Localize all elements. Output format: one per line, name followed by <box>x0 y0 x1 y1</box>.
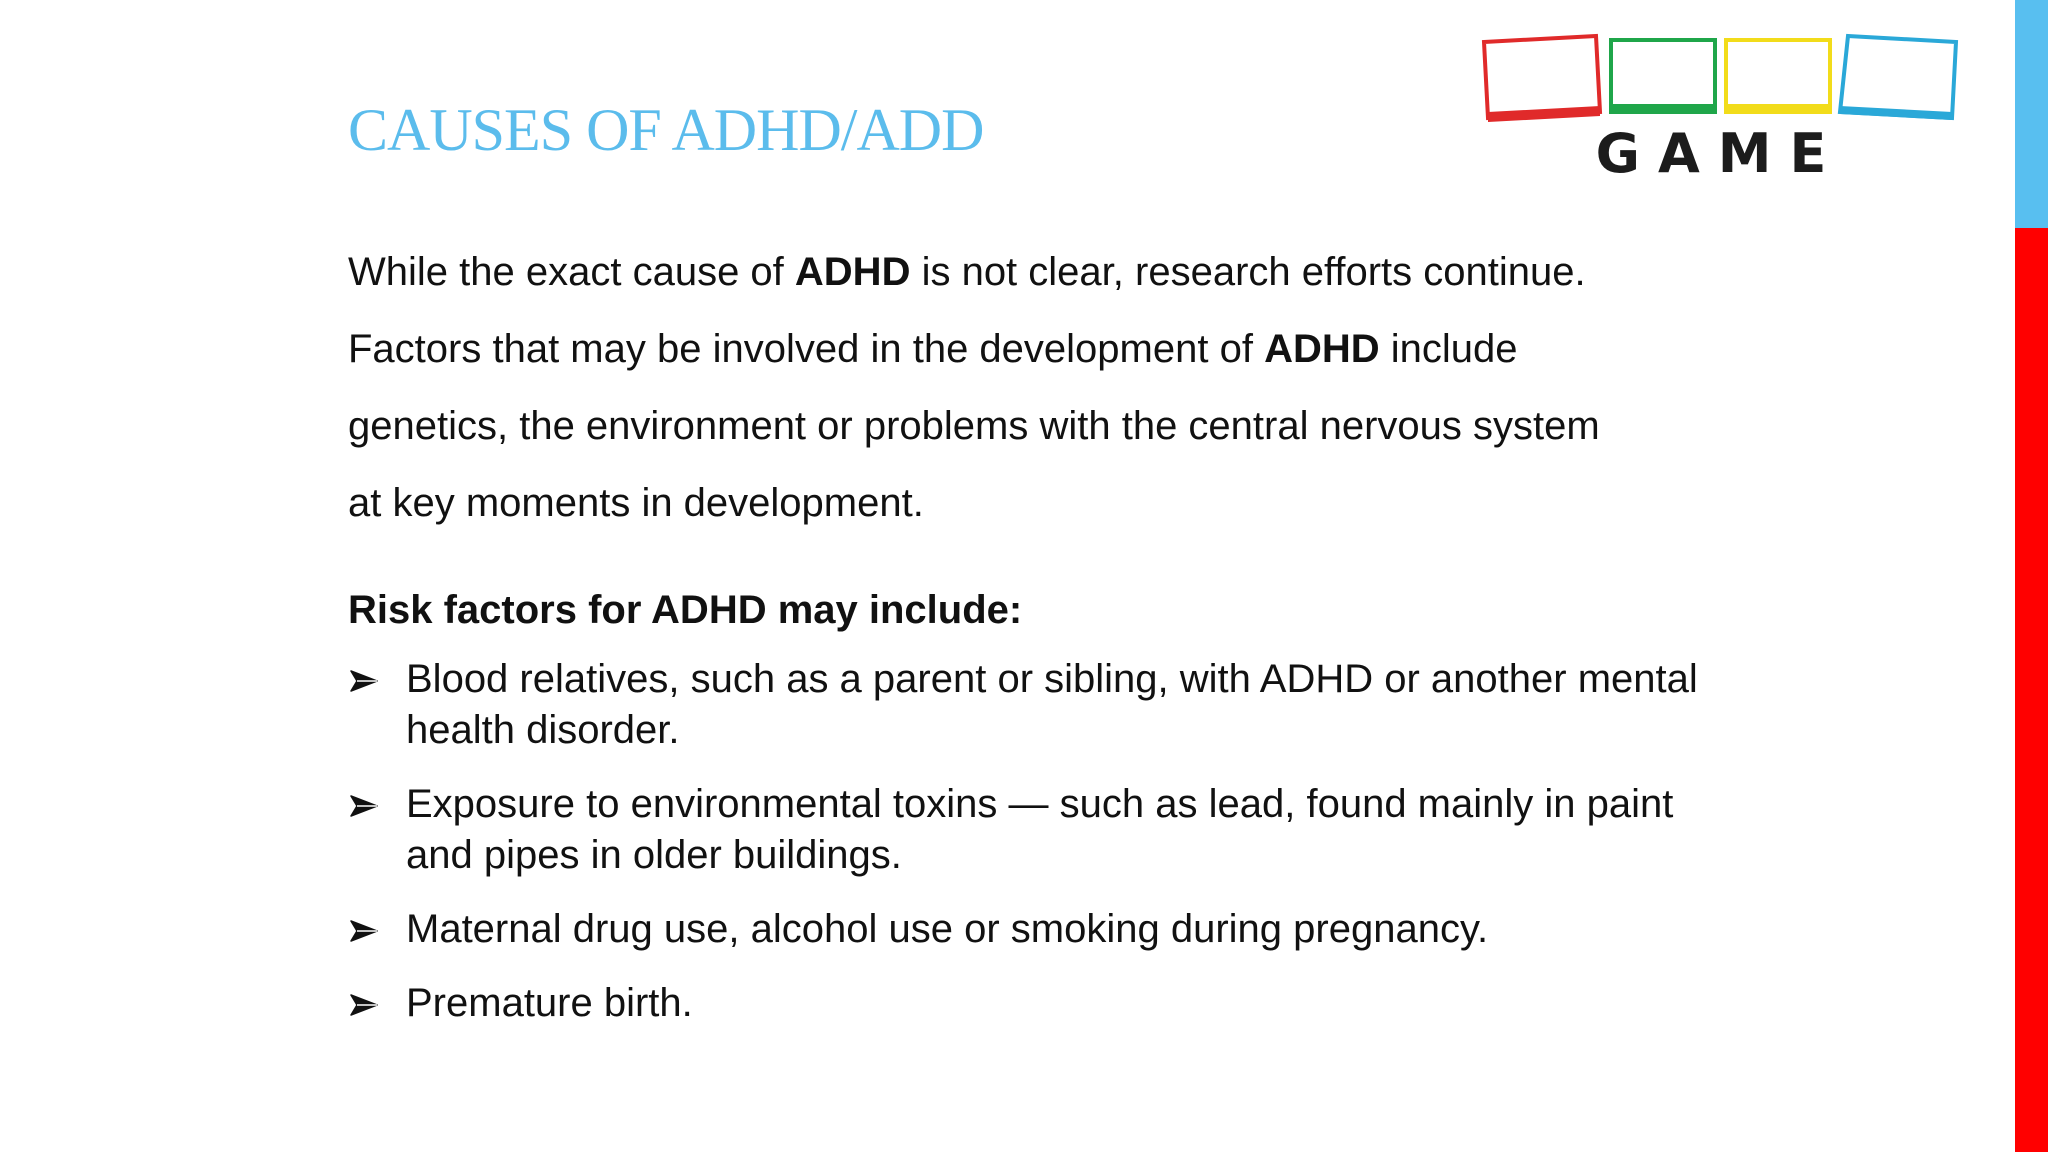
risk-factors-list <box>348 654 1748 1052</box>
risk-factor-text: Exposure to environmental toxins — such as lead, found mainly in paint and pipes in older buildings. <box>406 782 1674 877</box>
intro-line-1 <box>348 234 1748 311</box>
risk-factor-text: Premature birth. <box>406 981 693 1025</box>
side-accent-bar-blue <box>2015 0 2048 228</box>
risk-factor-text: Maternal drug use, alcohol use or smoking during pregnancy. <box>406 907 1489 951</box>
intro-bold-term: ADHD <box>1264 327 1380 371</box>
intro-bold-term: ADHD <box>794 250 911 294</box>
game-logo <box>1480 30 1960 180</box>
risk-factor-text: Blood relatives, such as a parent or sibling, with ADHD or another mental health disorder. <box>406 657 1698 752</box>
intro-paragraph <box>348 234 1748 542</box>
intro-text: While the exact cause of <box>348 250 795 294</box>
list-item <box>348 978 1748 1029</box>
arrowhead-bullet-icon <box>350 994 378 1016</box>
intro-text: is not clear, research efforts continue. <box>910 250 1586 294</box>
arrowhead-bullet-icon <box>350 670 378 692</box>
list-item <box>348 779 1748 881</box>
intro-text: include <box>1379 327 1518 371</box>
slide-title: CAUSES OF ADHD/ADD <box>348 97 984 163</box>
intro-line-3: genetics, the environment or problems with the central nervous system <box>348 404 1600 448</box>
logo-wordmark: GAME <box>1595 122 1845 180</box>
list-item <box>348 654 1748 756</box>
intro-text: Factors that may be involved in the development of <box>348 327 1265 371</box>
side-accent-bar-red <box>2015 228 2048 1152</box>
intro-line-4: at key moments in development. <box>348 481 924 525</box>
arrowhead-bullet-icon <box>350 920 378 942</box>
risk-factors-heading: Risk factors for ADHD may include: <box>348 588 1023 632</box>
list-item <box>348 904 1748 955</box>
arrowhead-bullet-icon <box>350 795 378 817</box>
intro-line-2 <box>348 311 1748 388</box>
